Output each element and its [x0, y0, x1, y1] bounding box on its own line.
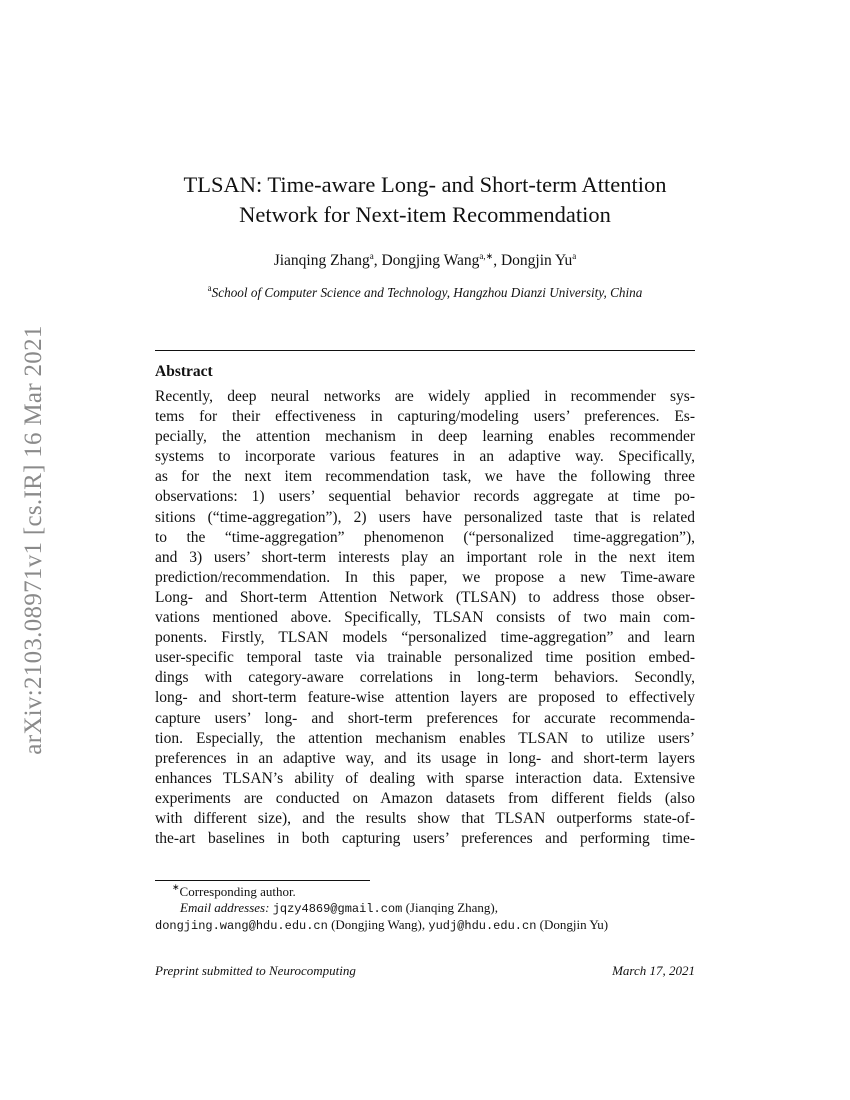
abstract-line: the-art baselines in both capturing users’ preferences and performing time-	[155, 830, 695, 848]
author-name: Dongjin Yu	[500, 252, 573, 269]
abstract-line: vations mentioned above. Specifically, TLSAN consists of two main com-	[155, 609, 695, 627]
top-rule	[155, 350, 695, 351]
abstract-line: tems for their effectiveness in capturing/modeling users’ preferences. Es-	[155, 408, 695, 426]
abstract-line: Recently, deep neural networks are widely applied in recommender sys-	[155, 388, 695, 405]
author-sup: a	[572, 251, 577, 261]
email-link-1[interactable]: jqzy4869@gmail.com	[272, 902, 403, 916]
affiliation-sup: a	[207, 283, 212, 293]
abstract-line: capture users’ long- and short-term preferences for accurate recommenda-	[155, 709, 695, 727]
email-owner-2: (Dongjing Wang),	[331, 917, 426, 932]
abstract-line: systems to incorporate various features in an adaptive way. Specifically,	[155, 448, 695, 466]
abstract-line: user-specific temporal taste via trainable personalized time position embed-	[155, 649, 695, 667]
author-sup: a	[369, 251, 374, 261]
abstract-line: tion. Especially, the attention mechanism enables TLSAN to utilize users’	[155, 729, 695, 747]
footnote-emails-line-2	[155, 917, 608, 933]
abstract-heading: Abstract	[155, 363, 213, 380]
affiliation-text: School of Computer Science and Technology, Hangzhou Dianzi University, China	[211, 285, 643, 300]
abstract-line: ponents. Firstly, TLSAN models “personalized time-aggregation” and learn	[155, 629, 695, 647]
arxiv-stamp: arXiv:2103.08971v1 [cs.IR] 16 Mar 2021	[20, 325, 47, 755]
email-owner-1: (Jianqing Zhang),	[405, 900, 498, 915]
author-list: Jianqing Zhang$^a$, Dongjing Wang$^{a,∗}$, Dongjin Yu$^a$	[273, 251, 577, 269]
abstract-line: as for the next item recommendation task, we have the following three	[155, 468, 695, 486]
email-link-3[interactable]: yudj@hdu.edu.cn	[428, 919, 537, 933]
abstract-line: prediction/recommendation. In this paper, we propose a new Time-aware	[155, 568, 695, 586]
paper-title	[155, 170, 695, 230]
title-line-1: TLSAN: Time-aware Long- and Short-term Attention	[183, 172, 667, 197]
abstract-line: dings with category-aware correlations in long-term behaviors. Secondly,	[155, 669, 695, 687]
abstract-line: and 3) users’ short-term interests play an important role in the next item	[155, 548, 695, 566]
email-link-2[interactable]: dongjing.wang@hdu.edu.cn	[155, 919, 328, 933]
affiliation	[155, 285, 695, 301]
footnote-corresponding	[172, 884, 296, 900]
footer-date: March 17, 2021	[612, 963, 695, 978]
abstract-line: pecially, the attention mechanism in deep learning enables recommender	[155, 428, 695, 446]
abstract-line: to the “time-aggregation” phenomenon (“personalized time-aggregation”),	[155, 528, 695, 546]
author-sup: a,∗	[479, 251, 494, 261]
footnote-rule	[155, 880, 370, 881]
author-name: Dongjing Wang	[381, 252, 480, 269]
footer-journal: Preprint submitted to Neurocomputing	[155, 963, 356, 978]
email-label: Email addresses:	[180, 900, 270, 915]
abstract-body	[155, 387, 695, 849]
abstract-line: enhances TLSAN’s ability of dealing with sparse interaction data. Extensive	[155, 769, 695, 787]
footnote-emails-line-1	[180, 900, 498, 916]
abstract-line: preferences in an adaptive way, and its usage in long- and short-term layers	[155, 749, 695, 767]
author-name: Jianqing Zhang	[273, 252, 370, 269]
abstract-line: sitions (“time-aggregation”), 2) users have personalized taste that is related	[155, 508, 695, 526]
abstract-line: with different size), and the results show that TLSAN outperforms state-of-	[155, 809, 695, 827]
abstract-line: observations: 1) users’ sequential behavior records aggregate at time po-	[155, 488, 695, 506]
email-owner-3: (Dongjin Yu)	[539, 917, 609, 932]
abstract-line: experiments are conducted on Amazon datasets from different fields (also	[155, 789, 695, 807]
abstract-line: long- and short-term feature-wise attention layers are proposed to effectively	[155, 689, 695, 707]
abstract-line: Long- and Short-term Attention Network (TLSAN) to address those obser-	[155, 588, 695, 606]
title-line-2: Network for Next-item Recommendation	[239, 202, 611, 227]
footnote-mark: ∗	[172, 882, 180, 892]
footnote-corresponding-text: Corresponding author.	[179, 884, 296, 899]
